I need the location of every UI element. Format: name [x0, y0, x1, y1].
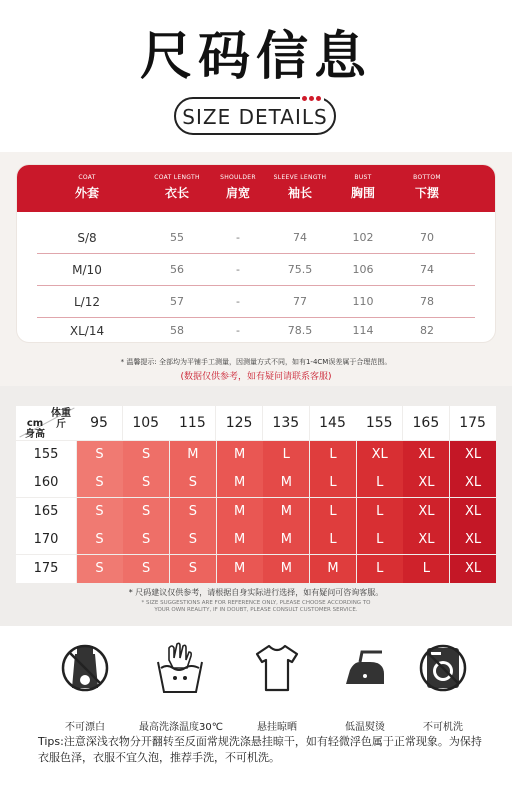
- size-cell: S: [123, 526, 169, 554]
- size-cell: L: [357, 555, 403, 583]
- size-cell: M: [263, 526, 309, 554]
- measurement-note-red: (数据仅供参考，如有疑问请联系客服): [180, 372, 332, 382]
- size-cell: S: [77, 498, 123, 526]
- recommendation-note-en: * SIZE SUGGESTIONS ARE FOR REFERENCE ONLY, PLEASE CHOOSE ACCORDING TO YOUR OWN REALITY, IF IN DOUBT, PLEASE CONSULT CUSTOMER SERVICE.: [141, 600, 371, 613]
- size-cell: M: [310, 555, 356, 583]
- size-cell: L: [310, 469, 356, 497]
- height-row-165: 165: [16, 498, 76, 526]
- size-cell: S: [77, 526, 123, 554]
- size-cell: XL: [450, 498, 496, 526]
- care-item: 低温熨烫: [320, 636, 410, 736]
- weight-col-115: 115: [169, 406, 215, 440]
- size-cell: S: [77, 469, 123, 497]
- measurement-table-header: [17, 165, 495, 212]
- size-cell: M: [217, 555, 263, 583]
- page-title: 尺码信息: [139, 27, 372, 87]
- size-cell: S: [77, 441, 123, 469]
- table-row: L/12 57 - 77 110 78: [17, 286, 495, 318]
- size-cell: L: [310, 526, 356, 554]
- weight-col-165: 165: [403, 406, 449, 440]
- size-cell: XL: [357, 441, 403, 469]
- weight-col-135: 135: [263, 406, 309, 440]
- size-cell: M: [263, 498, 309, 526]
- size-cell: XL: [450, 469, 496, 497]
- height-row-170: 170: [16, 526, 76, 554]
- size-cell: XL: [403, 469, 449, 497]
- col-header-shoulder: SHOULDER 肩宽: [220, 174, 256, 200]
- low-iron-icon: [340, 640, 390, 696]
- measurement-table: [17, 165, 495, 342]
- size-cell: S: [123, 441, 169, 469]
- col-header-bottom: BOTTOM 下摆: [413, 174, 441, 200]
- size-cell: XL: [403, 526, 449, 554]
- care-item: 不可漂白: [40, 636, 130, 736]
- size-cell: M: [217, 526, 263, 554]
- badge-dots-icon: [300, 93, 324, 103]
- care-item: 不可机洗: [398, 636, 488, 736]
- care-item: 悬挂晾晒: [232, 636, 322, 736]
- size-cell: XL: [450, 441, 496, 469]
- weight-axis-label: 体重 斤: [51, 408, 71, 430]
- height-axis-label: cm 身高: [25, 418, 45, 440]
- col-header-coat: COAT 外套: [74, 174, 99, 200]
- care-item: 最高洗涤温度30℃: [131, 636, 231, 736]
- table-row: S/8 55 - 74 102 70: [17, 222, 495, 254]
- weight-col-155: 155: [356, 406, 402, 440]
- weight-col-95: 95: [76, 406, 122, 440]
- size-details-badge: [174, 97, 336, 135]
- weight-col-145: 145: [310, 406, 356, 440]
- col-header-bust: BUST 胸围: [350, 174, 375, 200]
- table-row: XL/14 58 - 78.5 114 82: [69, 324, 434, 338]
- no-machine-wash-icon: [418, 640, 468, 696]
- size-cell: XL: [403, 441, 449, 469]
- size-cell: S: [170, 498, 216, 526]
- size-cell: XL: [450, 555, 496, 583]
- hero-header: [0, 0, 512, 152]
- size-cell: S: [170, 469, 216, 497]
- size-cell: S: [170, 555, 216, 583]
- wash-30-icon: [155, 640, 205, 696]
- size-cell: XL: [450, 526, 496, 554]
- size-cell: L: [357, 526, 403, 554]
- size-cell: L: [403, 555, 449, 583]
- hang-dry-icon: [252, 640, 302, 696]
- size-cell: L: [263, 441, 309, 469]
- no-bleach-icon: [60, 640, 110, 696]
- weight-col-105: 105: [123, 406, 169, 440]
- height-row-155: 155: [16, 441, 76, 469]
- size-cell: L: [310, 498, 356, 526]
- size-cell: L: [310, 441, 356, 469]
- weight-col-175: 175: [450, 406, 496, 440]
- table-row: M/10 56 - 75.5 106 74: [17, 254, 495, 286]
- size-cell: S: [123, 469, 169, 497]
- height-row-160: 160: [16, 469, 76, 497]
- size-cell: L: [357, 469, 403, 497]
- col-header-sleeve-length: SLEEVE LENGTH 袖长: [273, 174, 327, 200]
- measurement-section: [0, 152, 512, 386]
- size-cell: M: [217, 441, 263, 469]
- size-cell: S: [170, 526, 216, 554]
- size-cell: M: [263, 469, 309, 497]
- size-recommendation-grid: [16, 406, 496, 582]
- care-section: [0, 626, 512, 800]
- size-cell: M: [217, 498, 263, 526]
- size-cell: M: [217, 469, 263, 497]
- grid-corner: [16, 406, 76, 440]
- size-cell: S: [123, 555, 169, 583]
- size-cell: S: [123, 498, 169, 526]
- size-cell: L: [357, 498, 403, 526]
- care-tips: Tips:注意深浅衣物分开翻转至反面常规洗涤悬挂晾干，如有轻微浮色属于正常现象。为保持衣服色泽，衣服不宜久泡，推荐手洗，不可机洗。: [38, 735, 482, 764]
- size-details-label: SIZE DETAILS: [182, 105, 328, 129]
- col-header-coat-length: COAT LENGTH 衣长: [154, 174, 200, 200]
- weight-col-125: 125: [216, 406, 262, 440]
- height-row-175: 175: [16, 555, 76, 583]
- size-cell: XL: [403, 498, 449, 526]
- size-cell: M: [263, 555, 309, 583]
- recommendation-note: * 尺码建议仅供参考，请根据自身实际进行选择，如有疑问可咨询客服。: [128, 588, 384, 597]
- size-cell: S: [77, 555, 123, 583]
- recommendation-section: [0, 386, 512, 626]
- size-cell: M: [170, 441, 216, 469]
- measurement-note: * 温馨提示: 全部均为平铺手工测量，因测量方式不同，如有1-4CM误差属于合理范围。: [120, 358, 392, 366]
